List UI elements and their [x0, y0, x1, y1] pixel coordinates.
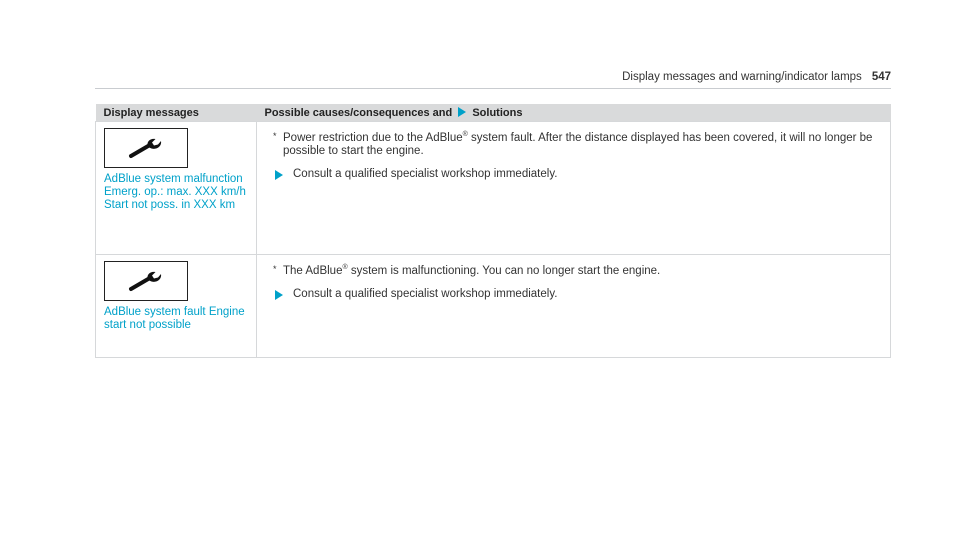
causes-solutions-cell	[257, 122, 891, 255]
wrench-icon	[127, 137, 165, 159]
footnote-star: *	[273, 131, 277, 141]
column-header-causes-text: Possible causes/consequences and	[264, 106, 453, 119]
warning-symbol-box	[104, 128, 188, 168]
warning-symbol-box	[104, 261, 188, 301]
column-header-display-messages: Display messages	[96, 104, 257, 122]
page-header	[95, 71, 891, 89]
page-header-text	[622, 71, 891, 83]
arrow-right-icon	[275, 170, 283, 180]
display-message-cell	[96, 255, 257, 358]
cause-text-part: Power restriction due to the AdBlue	[283, 132, 463, 144]
solution-text: Consult a qualified specialist workshop immediately.	[293, 288, 558, 300]
cause-text-part: system is malfunctioning. You can no longer start the engine.	[347, 265, 661, 277]
solution-text: Consult a qualified specialist workshop immediately.	[293, 168, 558, 180]
display-message-cell	[96, 122, 257, 255]
footnote-star: *	[273, 264, 277, 274]
cause-text	[273, 132, 878, 158]
page-number: 547	[871, 71, 891, 83]
display-message-text: AdBlue system fault Engine start not possible	[104, 306, 245, 331]
causes-solutions-cell	[257, 255, 891, 358]
page-header-title: Display messages and warning/indicator lamps	[622, 71, 862, 83]
wrench-icon	[127, 270, 165, 292]
cause-text-part: system fault. After the distance displayed has been covered, it will no longer be possible to start the engine.	[283, 132, 873, 157]
column-header-causes-solutions	[257, 104, 891, 122]
arrow-right-icon	[275, 290, 283, 300]
solution-item	[273, 168, 878, 181]
column-header-solutions-text: Solutions	[472, 106, 523, 119]
display-messages-table	[95, 104, 891, 358]
arrow-right-icon	[458, 107, 466, 117]
display-message-text: AdBlue system malfunction Emerg. op.: max. XXX km/h Start not poss. in XXX km	[104, 173, 246, 211]
registered-mark: ®	[342, 264, 348, 272]
cause-text	[273, 265, 878, 278]
table-header-row	[96, 104, 891, 122]
cause-text-part: The AdBlue	[283, 265, 343, 277]
table-row	[96, 122, 891, 255]
registered-mark: ®	[462, 131, 468, 139]
solution-item	[273, 288, 878, 301]
table-row	[96, 255, 891, 358]
